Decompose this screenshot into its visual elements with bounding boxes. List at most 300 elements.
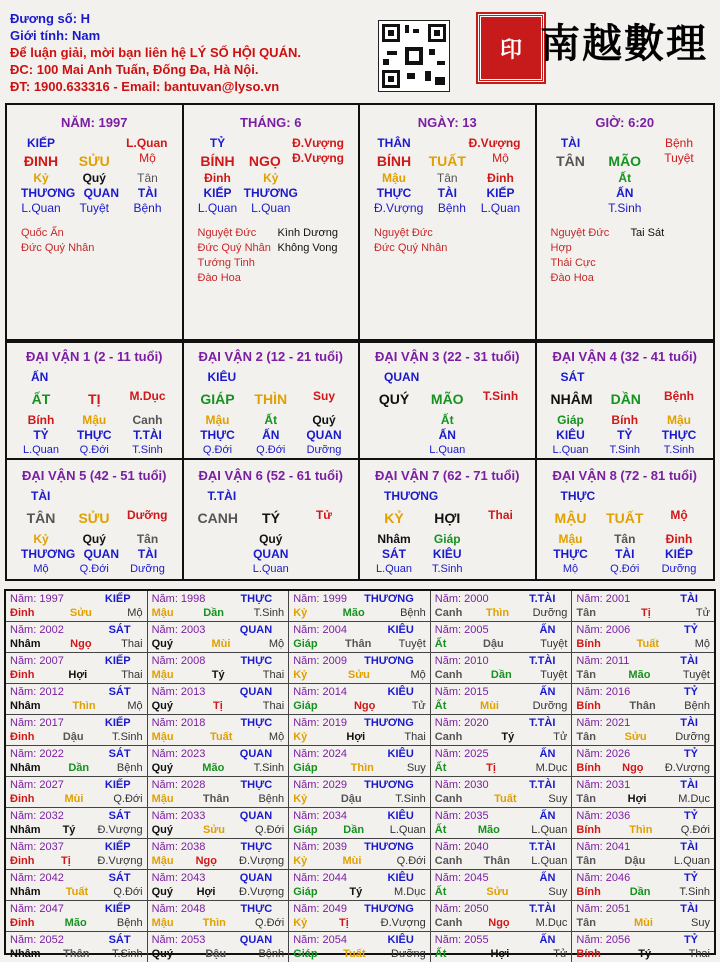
pillar-value: Bệnh — [664, 136, 694, 150]
year-label: Năm: 2042 — [10, 872, 64, 884]
year-branch: Sửu — [347, 669, 370, 681]
pillar-value: Tuyệt — [664, 151, 694, 165]
dai-van-state: Thai — [488, 508, 513, 522]
year-stem: Bính — [576, 824, 601, 836]
year-state: Tử — [553, 731, 568, 743]
year-pillar — [435, 947, 568, 961]
year-state: Suy — [548, 793, 568, 805]
hidden-stem: Quý — [82, 532, 106, 546]
year-cell — [431, 746, 573, 777]
pillar-value: Đ.Vượng — [468, 136, 521, 150]
year-label: Năm: 2031 — [576, 779, 631, 791]
year-branch: Thân — [63, 948, 90, 960]
dai-van-grid — [5, 341, 715, 581]
pillar-row — [184, 136, 359, 151]
year-header — [152, 716, 285, 730]
dai-van-state: Bệnh — [664, 389, 694, 403]
dai-van-title: ĐẠI VẬN 8 (72 - 81 tuổi) — [552, 468, 697, 483]
year-header — [293, 623, 426, 637]
year-cell — [431, 715, 573, 746]
dai-van-branch: DẦN — [610, 391, 641, 407]
year-god: ẤN — [539, 934, 556, 946]
year-label: Năm: 2046 — [576, 872, 631, 884]
year-header — [152, 809, 285, 823]
hidden-stem: Nhâm — [377, 532, 411, 546]
dai-van-stem: CANH — [197, 510, 238, 526]
hidden-stem: Tân — [614, 532, 636, 546]
year-branch: Tuất — [343, 948, 366, 960]
year-label: Năm: 2025 — [434, 748, 489, 760]
dai-van-state: Suy — [312, 389, 335, 403]
header-line: ĐC: 100 Mai Anh Tuấn, Đống Đa, Hà Nội. — [10, 62, 259, 77]
year-header — [435, 902, 568, 916]
dai-van-states — [537, 562, 714, 577]
year-header — [152, 685, 285, 699]
year-label: Năm: 2043 — [151, 872, 206, 884]
year-pillar — [10, 668, 143, 682]
pillar-value: KIẾP — [26, 136, 55, 150]
year-pillar — [293, 885, 426, 899]
hidden-stem: Bính — [611, 413, 639, 427]
year-cell — [289, 932, 431, 962]
star-name: Nguyệt Đức Hợp — [550, 227, 610, 254]
life-state: Mộ — [33, 563, 49, 575]
dai-van-states — [7, 443, 182, 458]
star-name: Không Vong — [277, 242, 338, 254]
year-pillar — [435, 823, 568, 837]
year-branch: Mùi — [342, 855, 362, 867]
year-stem: Nhâm — [10, 638, 41, 650]
year-label: Năm: 2052 — [10, 934, 64, 946]
year-label: Năm: 2020 — [434, 717, 489, 729]
hidden-stem: Tân — [136, 532, 159, 546]
year-state: Tuyệt — [540, 669, 568, 681]
year-god: ẤN — [539, 872, 556, 884]
year-header — [152, 747, 285, 761]
dai-van-stem: MẬU — [554, 510, 587, 526]
year-state: Thai — [262, 669, 285, 681]
year-header — [576, 623, 710, 637]
year-god: THƯƠNG — [364, 717, 414, 729]
year-branch: Dậu — [205, 948, 227, 960]
year-label: Năm: 2029 — [293, 779, 347, 791]
year-header — [576, 902, 710, 916]
year-cell — [431, 653, 573, 684]
year-stem: Mậu — [151, 607, 174, 619]
year-label: Năm: 2002 — [10, 624, 64, 636]
pillar-value: QUAN — [83, 186, 120, 200]
pillar-value: ẤN — [616, 186, 634, 200]
year-god: SÁT — [108, 624, 131, 636]
year-state: Mộ — [410, 669, 426, 681]
dai-van-hidden — [537, 413, 714, 428]
year-god: QUAN — [239, 686, 273, 698]
pillar-value: Tuyệt — [79, 201, 110, 215]
year-header — [435, 592, 568, 606]
year-cell — [431, 622, 573, 653]
year-stem: Bính — [576, 762, 601, 774]
year-label: Năm: 2018 — [151, 717, 206, 729]
year-label: Năm: 2016 — [576, 686, 631, 698]
hidden-stem: Giáp — [557, 413, 584, 427]
ten-god — [374, 428, 414, 443]
hidden-stem: Quý — [259, 532, 283, 546]
year-header — [576, 685, 710, 699]
dai-van-state: Tử — [315, 508, 332, 522]
life-state: T.Sinh — [431, 563, 463, 575]
year-pillar — [152, 699, 285, 713]
dai-van-branch: THÌN — [254, 391, 288, 407]
dai-van-title: ĐẠI VẬN 2 (12 - 21 tuổi) — [198, 349, 343, 364]
year-branch: Dần — [490, 669, 512, 681]
year-god: KIÊU — [387, 872, 414, 884]
year-branch: Ngọ — [70, 638, 92, 650]
year-god: THƯƠNG — [364, 779, 414, 791]
year-god: KIÊU — [387, 810, 414, 822]
year-header — [435, 840, 568, 854]
year-pillar — [10, 947, 143, 961]
year-state: Dưỡng — [675, 731, 710, 743]
pillar-value: Đinh — [204, 171, 231, 185]
year-label: Năm: 2056 — [576, 934, 631, 946]
year-branch: Tị — [486, 762, 496, 774]
year-state: Mộ — [127, 607, 143, 619]
year-stem: Bính — [576, 948, 601, 960]
year-pillar — [435, 606, 568, 620]
dai-van-state: Mộ — [670, 508, 688, 522]
year-state: Bệnh — [684, 700, 710, 712]
year-god: KIẾP — [104, 841, 131, 853]
year-label: Năm: 2033 — [151, 810, 206, 822]
ten-god: QUAN — [306, 428, 342, 442]
hidden-stem: Canh — [132, 413, 163, 427]
year-cell — [289, 839, 431, 870]
year-stem: Tân — [576, 917, 596, 929]
pillar-value: Kỷ — [263, 171, 279, 185]
year-label: Năm: 2032 — [10, 810, 64, 822]
year-cell — [431, 808, 573, 839]
year-stem: Kỷ — [293, 669, 308, 681]
year-stem: Quý — [151, 948, 173, 960]
year-cell — [289, 746, 431, 777]
year-pillar — [435, 637, 568, 651]
year-cell — [572, 870, 714, 901]
year-stem: Bính — [576, 700, 601, 712]
year-stem: Nhâm — [10, 948, 41, 960]
year-cell — [289, 901, 431, 932]
year-god: KIÊU — [387, 686, 414, 698]
year-state: Bệnh — [116, 762, 143, 774]
year-header — [152, 902, 285, 916]
year-branch: Ngọ — [195, 855, 217, 867]
pillar-value: L.Quan — [126, 136, 168, 150]
year-cell — [431, 932, 573, 962]
pillar-row — [184, 171, 359, 186]
hidden-stem — [374, 413, 414, 428]
life-state: Q.Đới — [610, 563, 640, 575]
year-pillar — [435, 885, 568, 899]
dai-van-cell — [184, 460, 361, 579]
dai-van-god: ẤN — [31, 370, 49, 384]
year-stem: Mậu — [151, 855, 174, 867]
year-god: TÀI — [680, 903, 698, 915]
year-stem: Đinh — [10, 669, 35, 681]
pillar-row — [537, 136, 714, 151]
dai-van-branch: TÝ — [262, 510, 280, 526]
star-name: Quốc Ấn — [21, 227, 64, 239]
year-stem: Giáp — [293, 700, 318, 712]
star-row — [7, 241, 182, 256]
life-state: L.Quan — [375, 563, 413, 575]
qr-code — [378, 20, 450, 92]
year-god: TÀI — [680, 593, 698, 605]
year-label: Năm: 2041 — [576, 841, 631, 853]
star-row — [184, 271, 359, 286]
year-god: T.TÀI — [529, 593, 556, 605]
dai-van-states — [537, 443, 714, 458]
dai-van-title: ĐẠI VẬN 7 (62 - 71 tuổi) — [375, 468, 520, 483]
year-state: M.Dục — [535, 762, 568, 774]
life-state: Q.Đới — [202, 444, 233, 456]
pillar-value: Mộ — [139, 151, 156, 165]
pillar-value — [659, 201, 699, 216]
year-branch: Tuất — [636, 638, 659, 650]
year-header — [576, 778, 710, 792]
ten-god: TÀI — [137, 547, 158, 561]
hidden-stem — [481, 413, 521, 428]
dai-van-pillar — [360, 389, 535, 409]
year-stem: Giáp — [293, 948, 318, 960]
year-god: T.TÀI — [529, 841, 556, 853]
year-header — [293, 840, 426, 854]
year-branch: Thìn — [629, 824, 653, 836]
year-cell — [431, 777, 573, 808]
year-label: Năm: 2007 — [10, 655, 64, 667]
pillar-value: ĐINH — [23, 153, 59, 169]
star-row — [184, 256, 359, 271]
year-header — [10, 685, 143, 699]
year-stem: Bính — [576, 638, 601, 650]
year-state: Bệnh — [400, 607, 426, 619]
year-cell — [6, 715, 148, 746]
life-state: L.Quan — [252, 563, 289, 575]
year-state: Mộ — [694, 638, 710, 650]
dai-van-god: SÁT — [560, 370, 585, 384]
year-header — [10, 871, 143, 885]
year-label: Năm: 2038 — [151, 841, 206, 853]
pillar-value: L.Quan — [480, 201, 521, 215]
star-row — [537, 256, 714, 271]
year-branch: Ngọ — [353, 700, 376, 712]
hidden-stem — [198, 532, 238, 547]
year-cell — [289, 653, 431, 684]
dai-van-god: KIÊU — [207, 370, 237, 384]
dai-van-gods — [184, 547, 359, 562]
year-cell — [572, 653, 714, 684]
year-label: Năm: 2006 — [576, 624, 631, 636]
year-header — [10, 654, 143, 668]
year-god: SÁT — [108, 810, 131, 822]
ten-god: TỶ — [33, 428, 49, 442]
life-state: T.Sinh — [663, 444, 695, 456]
spacer — [7, 216, 182, 226]
pillar-value: Đ.Vượng — [292, 151, 344, 165]
year-cell — [148, 653, 290, 684]
pillar-value: THƯƠNG — [21, 186, 76, 200]
year-god: THỰC — [240, 717, 273, 729]
year-branch: Thân — [202, 793, 230, 805]
year-label: Năm: 2027 — [10, 779, 64, 791]
year-branch: Hợi — [68, 669, 88, 681]
year-pillar — [152, 637, 285, 651]
pillar-value — [551, 171, 591, 186]
year-branch: Thân — [483, 855, 510, 867]
year-header — [10, 902, 143, 916]
year-stem: Nhâm — [10, 762, 41, 774]
year-branch: Mão — [477, 824, 500, 836]
dai-van-stem: QUÝ — [378, 391, 410, 407]
pillar-value: TUẤT — [428, 153, 466, 169]
year-god: ẤN — [539, 686, 556, 698]
year-stem: Canh — [434, 917, 463, 929]
dai-van-pillar — [184, 389, 359, 409]
year-label: Năm: 2049 — [293, 903, 347, 915]
year-state: L.Quan — [673, 855, 710, 867]
year-god: KIÊU — [387, 934, 414, 946]
year-state: T.Sinh — [112, 948, 143, 960]
year-pillar — [576, 699, 710, 713]
year-state: Q.Đới — [680, 824, 710, 836]
pillar-value: KIẾP — [203, 186, 232, 200]
year-cell — [6, 777, 148, 808]
year-god: QUAN — [239, 872, 273, 884]
year-state: M.Dục — [678, 793, 710, 805]
year-cell — [572, 901, 714, 932]
year-branch: Tý — [349, 886, 363, 898]
pillar-row — [360, 201, 535, 216]
dai-van-cell — [537, 341, 714, 460]
year-label: Năm: 2008 — [151, 655, 206, 667]
year-stem: Ất — [434, 948, 447, 960]
life-state: Dưỡng — [306, 444, 342, 456]
year-cell — [148, 591, 290, 622]
year-branch: Tuất — [494, 793, 517, 805]
year-stem: Tân — [576, 793, 596, 805]
ten-god: KIẾP — [664, 547, 693, 561]
year-label: Năm: 2015 — [434, 686, 489, 698]
year-label: Năm: 1997 — [10, 593, 64, 605]
year-cell — [572, 839, 714, 870]
pillar-value: NGỌ — [248, 153, 281, 169]
ten-god: ẤN — [438, 428, 456, 442]
year-branch: Dần — [203, 607, 224, 619]
year-branch: Tý — [638, 948, 652, 960]
life-state — [481, 443, 521, 458]
year-branch: Mão — [202, 762, 225, 774]
pillar-cell — [7, 105, 184, 341]
star-row — [184, 241, 359, 256]
dai-van-pillar — [7, 508, 182, 528]
year-cell — [6, 839, 148, 870]
pillar-row — [7, 136, 182, 151]
life-state — [374, 443, 414, 458]
header-line: ĐT: 1900.633316 - Email: bantuvan@lyso.vn — [10, 79, 280, 94]
year-label: Năm: 2050 — [434, 903, 489, 915]
year-stem: Giáp — [293, 824, 318, 836]
year-header — [152, 623, 285, 637]
year-header — [10, 716, 143, 730]
year-branch: Tị — [61, 855, 71, 867]
dai-van-stem: ẤT — [31, 391, 51, 407]
year-label: Năm: 2045 — [434, 872, 489, 884]
pillar-value: Đinh — [487, 171, 514, 185]
pillar-value — [551, 186, 591, 201]
year-branch: Mão — [628, 669, 651, 681]
year-god: T.TÀI — [529, 717, 556, 729]
ten-god: THỰC — [76, 428, 112, 442]
year-state: Suy — [406, 762, 426, 774]
hidden-stem: Mậu — [205, 413, 230, 427]
pillar-value — [421, 136, 461, 151]
pillar-value: TÀI — [437, 186, 457, 200]
year-pillar — [293, 637, 426, 651]
year-label: Năm: 2001 — [576, 593, 631, 605]
year-stem: Quý — [151, 886, 173, 898]
year-state: Bệnh — [258, 948, 285, 960]
year-god: THƯƠNG — [364, 655, 414, 667]
star-row — [184, 226, 359, 241]
year-god: ẤN — [539, 748, 556, 760]
dai-van-cell — [360, 341, 537, 460]
year-header — [435, 654, 568, 668]
year-header — [10, 778, 143, 792]
year-label: Năm: 2048 — [151, 903, 206, 915]
year-god: KIẾP — [104, 903, 131, 915]
pillar-row — [360, 171, 535, 186]
year-state: T.Sinh — [253, 762, 285, 774]
year-pillar — [293, 699, 426, 713]
year-god: SÁT — [108, 872, 131, 884]
year-cell — [6, 932, 148, 962]
dai-van-hidden — [184, 413, 359, 428]
dai-van-pillar — [537, 508, 714, 528]
year-branch: Tý — [211, 669, 225, 681]
pillar-cell — [360, 105, 537, 341]
year-state: L.Quan — [531, 824, 568, 836]
year-cell — [572, 591, 714, 622]
year-stem: Tân — [576, 855, 596, 867]
year-pillar — [293, 823, 426, 837]
year-pillar — [435, 668, 568, 682]
dai-van-states — [184, 562, 359, 577]
year-branch: Tuất — [65, 886, 89, 898]
year-stem: Mậu — [151, 731, 174, 743]
year-god: SÁT — [108, 748, 131, 760]
year-branch: Mão — [64, 917, 87, 929]
year-label: Năm: 2012 — [10, 686, 64, 698]
pillar-title: NGÀY: 13 — [417, 115, 477, 130]
year-state: Q.Đới — [254, 917, 285, 929]
ten-god — [198, 547, 238, 562]
pillar-value: Bệnh — [437, 201, 466, 215]
year-cell — [572, 777, 714, 808]
star-row — [537, 271, 714, 286]
year-cell — [148, 746, 290, 777]
year-god: THỰC — [240, 593, 273, 605]
pillar-value: THỰC — [376, 186, 412, 200]
year-header — [576, 747, 710, 761]
year-branch: Mùi — [480, 700, 499, 712]
